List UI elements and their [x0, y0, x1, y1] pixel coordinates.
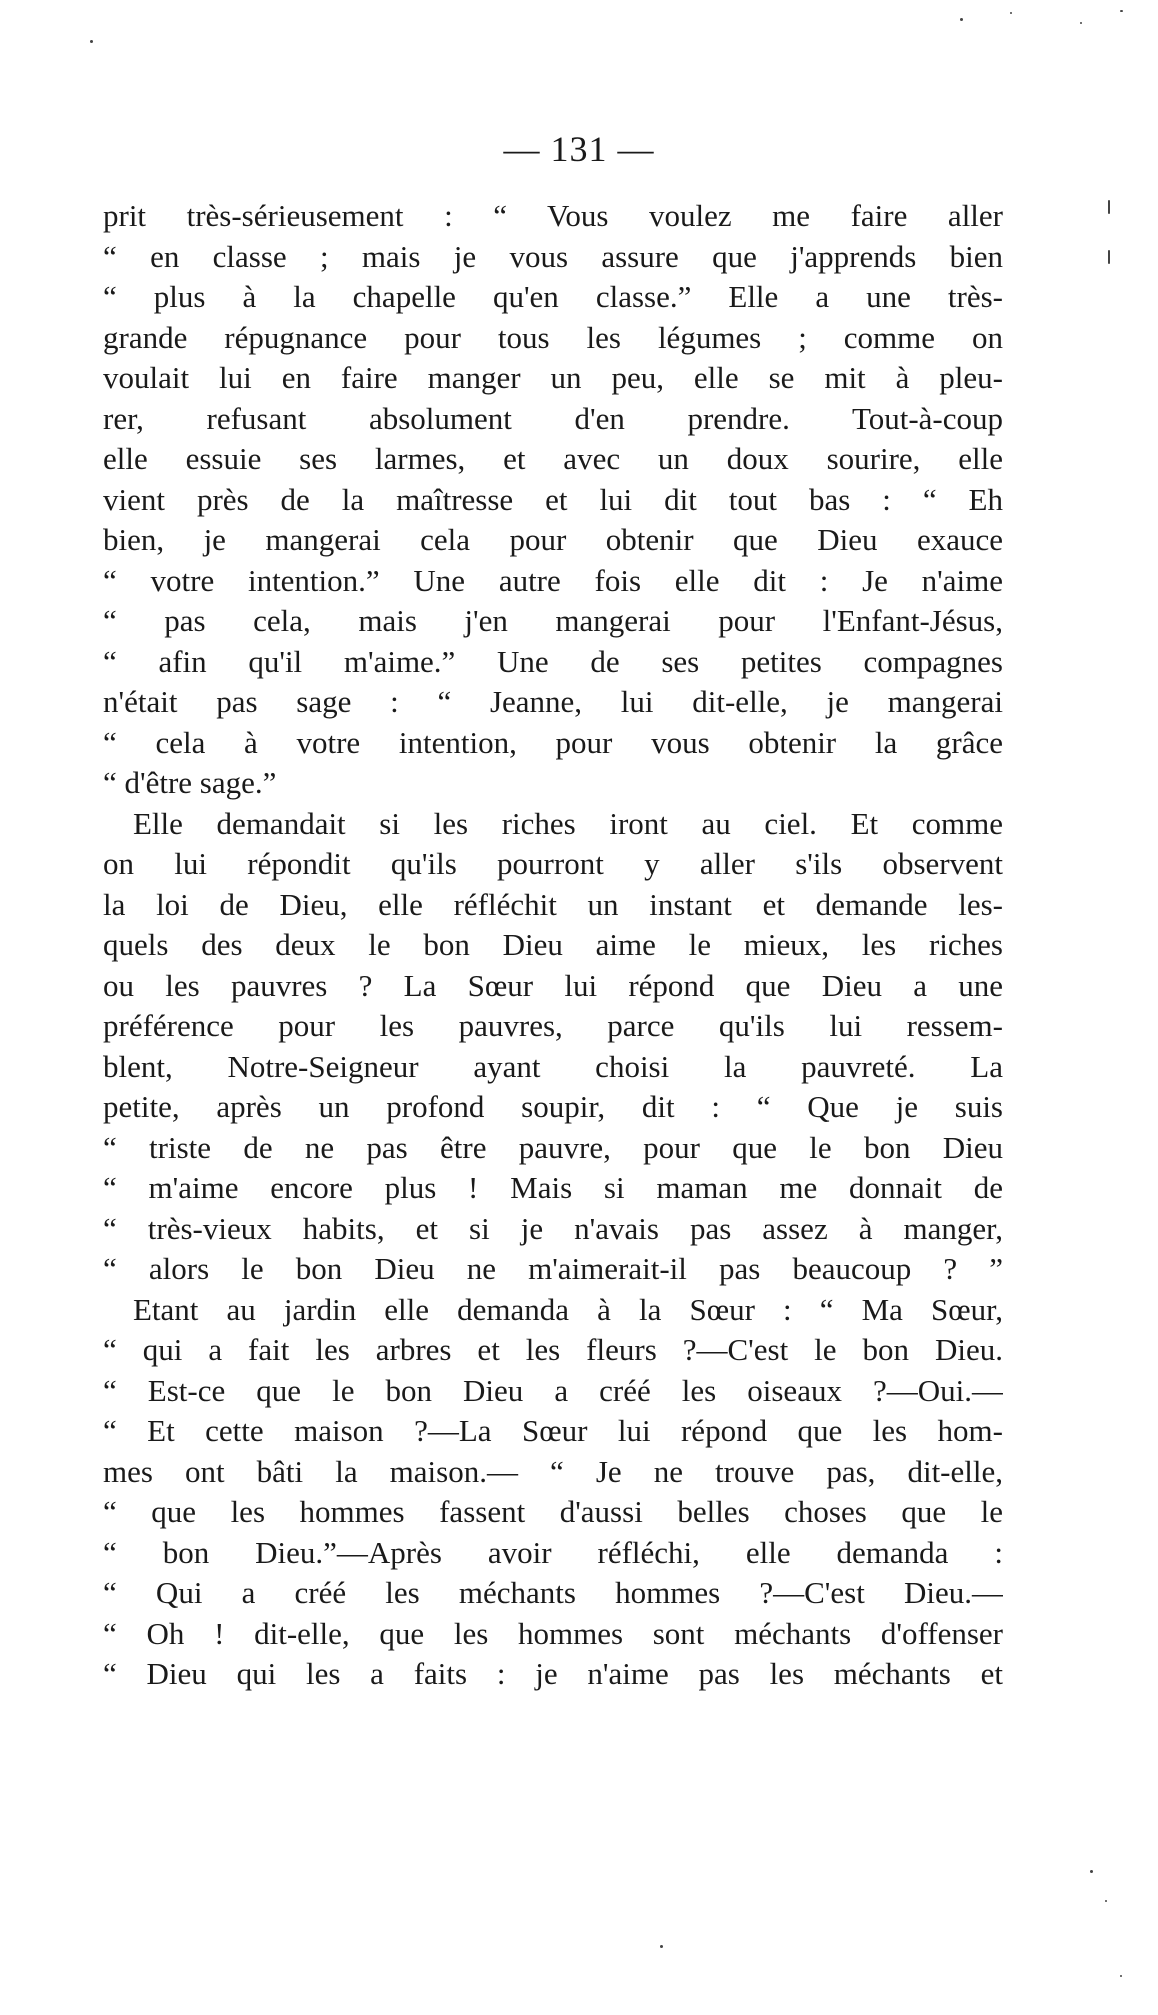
text-line: “ que les hommes fassent d'aussi belles choses que le: [103, 1494, 1003, 1529]
text-line: ou les pauvres ? La Sœur lui répond que Dieu a une: [103, 967, 1003, 1003]
text-line: elle essuie ses larmes, et avec un doux sourire, elle: [103, 441, 1003, 476]
text-line: blent, Notre-Seigneur ayant choisi la pauvreté. La: [103, 1048, 1003, 1084]
text-line: “ votre intention.” Une autre fois elle dit : Je n'aime: [103, 562, 1003, 598]
scan-speck: [1010, 12, 1012, 14]
scan-speck: [1108, 250, 1110, 264]
text-line: “ afin qu'il m'aime.” Une de ses petites compagnes: [103, 643, 1003, 679]
text-line: “ d'être sage.”: [103, 765, 277, 800]
text-line: “ bon Dieu.”—Après avoir réfléchi, elle demanda :: [103, 1534, 1003, 1570]
scan-speck: [1120, 1975, 1122, 1977]
text-line: “ pas cela, mais j'en mangerai pour l'Enfant-Jésus,: [103, 603, 1003, 638]
text-line: “ alors le bon Dieu ne m'aimerait-il pas beaucoup ? ”: [103, 1251, 1003, 1286]
text-line: grande répugnance pour tous les légumes ; comme on: [103, 319, 1003, 355]
text-line: “ Qui a créé les méchants hommes ?—C'est Dieu.—: [103, 1575, 1003, 1610]
text-line: mes ont bâti la maison.— “ Je ne trouve pas, dit-elle,: [103, 1453, 1003, 1489]
scan-speck: [1090, 1870, 1093, 1873]
text-line: “ en classe ; mais je vous assure que j'apprends bien: [103, 238, 1003, 274]
text-line: bien, je mangerai cela pour obtenir que Dieu exauce: [103, 522, 1003, 557]
text-line: “ cela à votre intention, pour vous obtenir la grâce: [103, 724, 1003, 760]
text-line: rer, refusant absolument d'en prendre. Tout-à-coup: [103, 400, 1003, 436]
text-line: on lui répondit qu'ils pourront y aller s'ils observent: [103, 846, 1003, 881]
text-line: Elle demandait si les riches iront au ciel. Et comme: [133, 805, 1003, 841]
text-line: “ triste de ne pas être pauvre, pour que le bon Dieu: [103, 1129, 1003, 1165]
text-line: n'était pas sage : “ Jeanne, lui dit-elle, je mangerai: [103, 684, 1003, 719]
text-line: “ m'aime encore plus ! Mais si maman me donnait de: [103, 1170, 1003, 1205]
text-line: prit très-sérieusement : “ Vous voulez me faire aller: [103, 198, 1003, 233]
text-line: “ très-vieux habits, et si je n'avais pas assez à manger,: [103, 1210, 1003, 1246]
text-line: “ plus à la chapelle qu'en classe.” Elle a une très-: [103, 279, 1003, 314]
text-line: “ qui a fait les arbres et les fleurs ?—C'est le bon Dieu.: [103, 1332, 1003, 1367]
scan-speck: [1105, 1900, 1107, 1902]
scan-speck: [1108, 200, 1110, 214]
text-line: préférence pour les pauvres, parce qu'ils lui ressem-: [103, 1008, 1003, 1043]
text-line: quels des deux le bon Dieu aime le mieux, les riches: [103, 927, 1003, 962]
body-text: [103, 196, 1003, 1695]
text-line: petite, après un profond soupir, dit : “ Que je suis: [103, 1089, 1003, 1124]
scan-speck: [660, 1945, 663, 1948]
scan-speck: [1080, 22, 1082, 24]
scan-speck: [960, 18, 963, 21]
text-line: voulait lui en faire manger un peu, elle se mit à pleu-: [103, 360, 1003, 395]
text-line: “ Dieu qui les a faits : je n'aime pas les méchants et: [103, 1656, 1003, 1691]
text-line: la loi de Dieu, elle réfléchit un instant et demande les-: [103, 886, 1003, 922]
text-line: Etant au jardin elle demanda à la Sœur : “ Ma Sœur,: [133, 1291, 1003, 1327]
text-line: “ Est-ce que le bon Dieu a créé les oiseaux ?—Oui.—: [103, 1372, 1003, 1408]
text-line: “ Oh ! dit-elle, que les hommes sont méchants d'offenser: [103, 1615, 1003, 1651]
text-line: vient près de la maîtresse et lui dit tout bas : “ Eh: [103, 481, 1003, 517]
scan-speck: [90, 40, 93, 43]
scan-speck: [1120, 10, 1123, 12]
page-number: — 131 —: [503, 129, 655, 169]
text-line: “ Et cette maison ?—La Sœur lui répond que les hom-: [103, 1413, 1003, 1448]
